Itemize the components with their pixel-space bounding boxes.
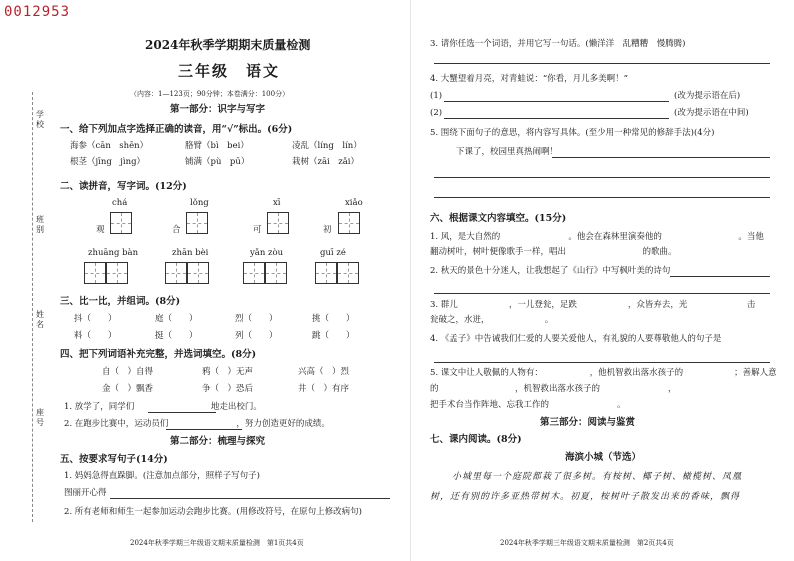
sub-label: (1) [430, 91, 443, 101]
q4-item: 争（ ）恐后 [202, 384, 254, 394]
answer-line[interactable] [444, 101, 669, 102]
q3-item: 庭（ ） [155, 314, 198, 324]
answer-line[interactable] [434, 362, 770, 363]
q3-item: 抖（ ） [74, 314, 117, 324]
q2-pinyin: guī zé [320, 248, 346, 258]
writing-box[interactable] [338, 212, 360, 234]
writing-box[interactable] [265, 262, 287, 284]
q5-sentence: 2. 所有老师和师生一起参加运动会跑步比赛。(用修改符号，在原句上修改病句) [64, 507, 362, 517]
writing-box[interactable] [243, 262, 265, 284]
q1-item: 胳臂（bì bei） [185, 141, 249, 151]
part-1-heading: 第一部分：识字与写字 [170, 104, 266, 115]
q5-sentence: 图丽开心得 [64, 488, 107, 498]
answer-line[interactable] [552, 157, 770, 158]
reading-paragraph: 树，还有别的许多亚热带树木。初夏，桉树叶子散发出来的香味，飘得 [430, 492, 741, 502]
q5-heading: 五、按要求写句子(14分) [60, 454, 168, 465]
exam-page-1 [60, 0, 395, 561]
rewrite-note: (改为提示语在后) [674, 91, 741, 101]
writing-box[interactable] [84, 262, 106, 284]
q3-item: 烈（ ） [235, 314, 278, 324]
q2-pinyin: lǒng [190, 198, 209, 208]
exam-subject: 三年级 语文 [178, 62, 281, 80]
q3-item: 挺（ ） [155, 331, 198, 341]
exam-meta: （内容：1—123页；90分钟；本卷满分：100分） [130, 90, 290, 98]
q4-item: 自（ ）自得 [102, 367, 154, 377]
reading-title: 海滨小城（节选） [565, 452, 642, 463]
writing-box[interactable] [110, 212, 132, 234]
q2-prefix: 观 [96, 225, 105, 235]
rewrite-note: (改为提示语在中间) [674, 108, 749, 118]
page-footer: 2024年秋季学期三年级语文期末质量检测 第1页共4页 [130, 539, 304, 547]
q6-sentence: 翻动树叶，树叶便像歌手一样，唱出 的歌曲。 [430, 247, 677, 257]
part-3-heading: 第三部分：阅读与鉴赏 [540, 417, 636, 428]
writing-box[interactable] [186, 212, 208, 234]
q2-prefix: 合 [172, 225, 181, 235]
q4-sentence: 2. 在跑步比赛中，运动员们 ，努力创造更好的成绩。 [64, 419, 330, 429]
q2-pinyin: xī [273, 198, 281, 208]
q5-sentence: 1. 妈妈急得直跺脚。(注意加点部分，照样子写句子) [64, 471, 260, 481]
sub-label: (2) [430, 108, 443, 118]
q2-pinyin: zhān bèi [172, 248, 209, 258]
q2-pinyin: zhuāng bàn [88, 248, 139, 258]
q5-sentence: 3. 请你任选一个词语，并用它写一句话。(懒洋洋 乱糟糟 慢腾腾) [430, 39, 686, 49]
answer-line[interactable] [434, 293, 770, 294]
answer-line[interactable] [166, 429, 242, 430]
binding-line [32, 92, 34, 522]
q6-sentence: 5. 课文中让人敬佩的人物有： ，他机智救出落水孩子的 ；善解人意 [430, 368, 777, 378]
answer-line[interactable] [110, 498, 390, 499]
q6-sentence: 瓮破之，水迸， 。 [430, 315, 554, 325]
reading-paragraph: 小城里每一个庭院都栽了很多树。有桉树、椰子树、橄榄树、凤凰 [452, 472, 743, 482]
answer-line[interactable] [670, 276, 770, 277]
q4-item: 金（ ）飘香 [102, 384, 154, 394]
q2-prefix: 可 [253, 225, 262, 235]
q3-item: 料（ ） [74, 331, 117, 341]
writing-box[interactable] [337, 262, 359, 284]
part-2-heading: 第二部分：梳理与探究 [170, 436, 266, 447]
q4-sentence: 1. 放学了，同学们 地走出校门。 [64, 402, 262, 412]
page-divider [410, 0, 411, 561]
q2-pinyin: yǎn zòu [250, 248, 284, 258]
q3-item: 挑（ ） [312, 314, 355, 324]
q6-sentence: 2. 秋天的景色十分迷人，让我想起了《山行》中写枫叶美的诗句 [430, 266, 671, 276]
answer-line[interactable] [434, 63, 770, 64]
q3-heading: 三、比一比，并组词。(8分) [60, 296, 181, 307]
q7-heading: 七、课内阅读。(8分) [430, 434, 522, 445]
side-label-seat: 座号 [36, 408, 44, 427]
q3-item: 跳（ ） [312, 331, 355, 341]
q1-item: 铺满（pù pū） [185, 157, 250, 167]
writing-box[interactable] [165, 262, 187, 284]
q2-prefix: 初 [323, 225, 332, 235]
q6-sentence: 4. 《孟子》中告诫我们仁爱的人要关爱他人，有礼貌的人要尊敬他人的句子是 [430, 334, 722, 344]
q5-sentence: 4. 大蟹望着月亮，对青蛙说：“你看，月儿多美啊！” [430, 74, 629, 84]
page-footer: 2024年秋季学期三年级语文期末质量检测 第2页共4页 [500, 539, 674, 547]
q6-sentence: 的 ，机智救出落水孩子的 ， [430, 384, 677, 394]
q1-item: 海参（cān shēn） [70, 141, 149, 151]
q4-item: 井（ ）有序 [298, 384, 350, 394]
answer-line[interactable] [434, 197, 770, 198]
q2-pinyin: chá [112, 198, 128, 208]
answer-line[interactable] [444, 118, 669, 119]
q3-item: 列（ ） [235, 331, 278, 341]
q2-heading: 二、读拼音，写字词。(12分) [60, 181, 187, 192]
q4-item: 鸦（ ）无声 [202, 367, 254, 377]
exam-title: 2024年秋季学期期末质量检测 [145, 38, 311, 52]
side-label-school: 学校 [36, 110, 44, 129]
q6-sentence: 1. 风，是大自然的 。他会在森林里演奏他的 。当他 [430, 232, 764, 242]
q4-item: 兴高（ ）烈 [298, 367, 350, 377]
answer-line[interactable] [434, 177, 770, 178]
q6-heading: 六、根据课文内容填空。(15分) [430, 213, 567, 224]
q1-item: 栽树（zāi zǎi） [292, 157, 360, 167]
side-label-class: 班别 [36, 215, 44, 234]
answer-line[interactable] [148, 412, 216, 413]
q1-heading: 一、给下列加点字选择正确的读音，用“√”标出。(6分) [60, 124, 293, 135]
writing-box[interactable] [106, 262, 128, 284]
writing-box[interactable] [267, 212, 289, 234]
q5-sentence: 5. 围绕下面句子的意思，将内容写具体。(至少用一种常见的修辞手法)(4分) [430, 128, 715, 138]
q6-sentence: 把手术台当作阵地、忘我工作的 。 [430, 400, 626, 410]
q1-item: 根茎（jīng jìng） [70, 157, 146, 167]
q2-pinyin: xiǎo [345, 198, 363, 208]
exam-page-2 [430, 0, 775, 561]
q4-heading: 四、把下列词语补充完整，并选词填空。(8分) [60, 349, 257, 360]
side-label-name: 姓名 [36, 310, 44, 329]
q6-sentence: 3. 群儿 ，一儿登瓮，足跌 ，众皆弃去，光 击 [430, 300, 756, 310]
serial-number: 0012953 [4, 4, 71, 20]
writing-box[interactable] [315, 262, 337, 284]
q5-sentence: 下课了，校园里真热闹啊！ [456, 147, 559, 157]
writing-box[interactable] [187, 262, 209, 284]
q1-item: 凌乱（líng lín） [292, 141, 362, 151]
